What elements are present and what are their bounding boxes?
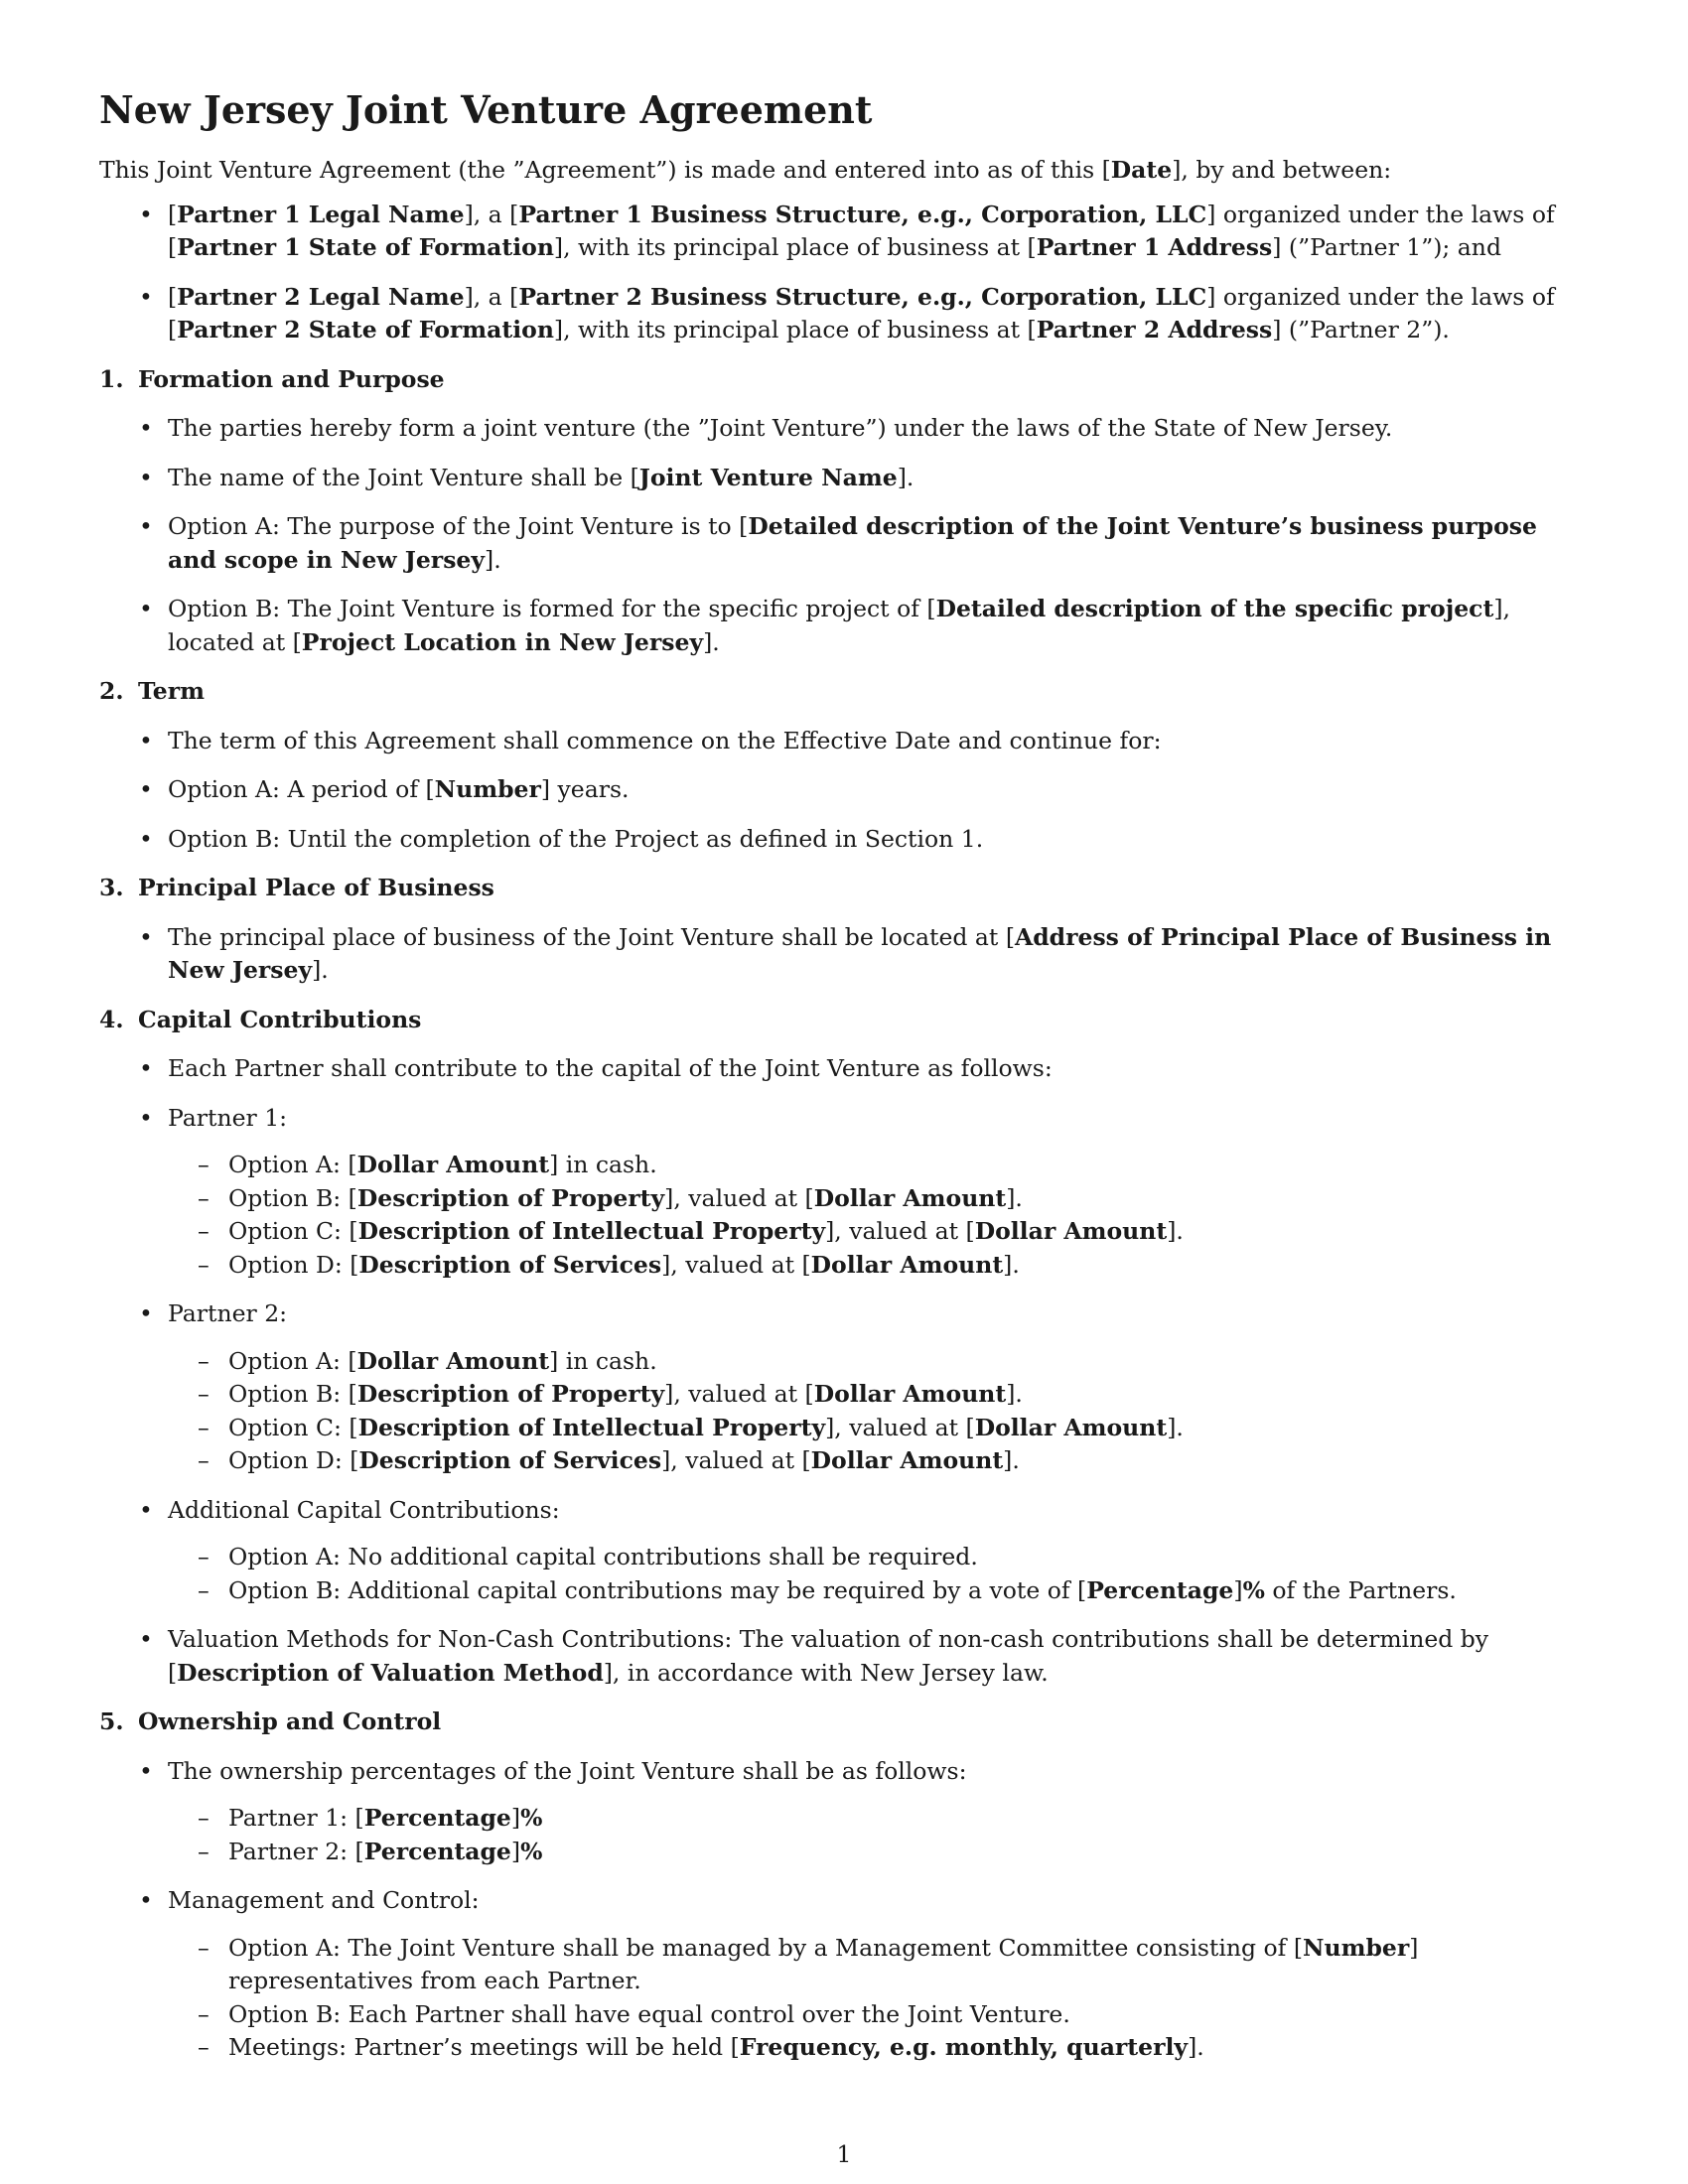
section-number: 1. <box>99 364 124 393</box>
section-items <box>99 412 1591 659</box>
section-number: 5. <box>99 1707 124 1736</box>
sub-item <box>168 1215 1591 1249</box>
list-item <box>99 593 1591 659</box>
text: ] <box>1233 1575 1243 1604</box>
text: ] years. <box>540 775 630 804</box>
sub-item <box>168 1444 1591 1478</box>
text: ] in cash. <box>549 1346 657 1375</box>
text: ]. <box>1188 2033 1204 2062</box>
placeholder: Description of Property <box>356 1380 665 1409</box>
list-item <box>99 510 1591 577</box>
list-item <box>99 921 1591 988</box>
intro-paragraph <box>99 153 1591 187</box>
section-ownership <box>99 1706 1591 2065</box>
placeholder: Number <box>1303 1933 1410 1962</box>
section-title: Ownership and Control <box>138 1707 442 1736</box>
placeholder: Dollar Amount <box>813 1183 1007 1212</box>
text: ], a [ <box>464 282 519 311</box>
text: Option A: [ <box>228 1151 357 1179</box>
section-number: 4. <box>99 1005 124 1033</box>
partner-2-label: Partner 2: <box>168 1299 288 1328</box>
text: Option B: [ <box>228 1380 357 1409</box>
list-item <box>99 462 1591 495</box>
placeholder: Partner 2 Business Structure, e.g., Corporation, LLC <box>518 282 1207 311</box>
percent-sign: % <box>520 1804 543 1833</box>
text: ]. <box>312 956 329 985</box>
placeholder: Description of Valuation Method <box>177 1658 604 1687</box>
sub-item: – Option B: Each Partner shall have equal control over the Joint Venture. <box>168 1998 1591 2032</box>
intro-text-end: ], by and between: <box>1172 155 1392 184</box>
sub-item <box>168 1574 1591 1608</box>
text: ] (”Partner 2”). <box>1272 316 1450 344</box>
placeholder: Detailed description of the Joint Venture’s business purpose and scope in New Jersey <box>168 512 1537 574</box>
placeholder: Description of Intellectual Property <box>357 1413 826 1441</box>
sub-list <box>168 1802 1591 1868</box>
text: ], a [ <box>464 200 519 228</box>
text: ] in cash. <box>549 1151 657 1179</box>
text: Option A: The Joint Venture shall be managed by a Management Committee consisting of [ <box>228 1933 1304 1962</box>
section-title: Formation and Purpose <box>138 364 445 393</box>
placeholder: Partner 1 Legal Name <box>177 200 465 228</box>
sub-item <box>168 1802 1591 1836</box>
list-item <box>99 1297 1591 1478</box>
sub-item <box>168 1149 1591 1182</box>
section-heading <box>99 363 1591 397</box>
text: ]. <box>1006 1183 1023 1212</box>
text: ] organized under the laws of [ <box>168 282 1555 344</box>
placeholder: Dollar Amount <box>356 1346 550 1375</box>
document-page <box>99 87 1591 2081</box>
list-item: • The parties hereby form a joint venture (the ”Joint Venture”) under the laws of the State of New Jersey. <box>99 412 1591 446</box>
text: ], valued at [ <box>825 1413 975 1441</box>
section-term <box>99 675 1591 856</box>
text: of the Partners. <box>1264 1575 1457 1604</box>
text: Meetings: Partner’s meetings will be held [ <box>228 2033 740 2062</box>
placeholder: Dollar Amount <box>810 1446 1004 1475</box>
text: Option C: [ <box>228 1413 358 1441</box>
placeholder: Percentage <box>363 1837 511 1865</box>
section-heading <box>99 872 1591 905</box>
placeholder: Description of Services <box>358 1250 662 1279</box>
text: ]. <box>1167 1413 1184 1441</box>
text: Option B: Additional capital contributions may be required by a vote of [ <box>228 1575 1087 1604</box>
sub-list <box>168 1541 1591 1607</box>
section-number: 3. <box>99 874 124 902</box>
date-placeholder: Date <box>1110 155 1173 184</box>
text: ], valued at [ <box>661 1446 811 1475</box>
placeholder: Description of Intellectual Property <box>357 1217 826 1246</box>
text: The name of the Joint Venture shall be [ <box>168 463 639 491</box>
text: ]. <box>1167 1217 1184 1246</box>
party-2 <box>99 281 1591 347</box>
list-item <box>99 1755 1591 1869</box>
text: ] <box>510 1804 521 1833</box>
section-heading <box>99 1706 1591 1739</box>
placeholder: Dollar Amount <box>356 1151 550 1179</box>
list-item <box>99 1102 1591 1283</box>
section-number: 2. <box>99 677 124 706</box>
section-title: Term <box>138 677 205 706</box>
sub-item <box>168 1932 1591 1998</box>
text: [ <box>168 282 178 311</box>
list-item <box>99 1494 1591 1608</box>
text: ]. <box>1003 1250 1020 1279</box>
sub-item <box>168 1412 1591 1445</box>
text: Option D: [ <box>228 1446 359 1475</box>
placeholder: Detailed description of the specific project <box>935 595 1494 623</box>
section-items <box>99 921 1591 988</box>
text: Option B: [ <box>228 1183 357 1212</box>
text: Option C: [ <box>228 1217 358 1246</box>
placeholder: Joint Venture Name <box>638 463 898 491</box>
placeholder: Partner 1 Business Structure, e.g., Corporation, LLC <box>518 200 1207 228</box>
placeholder: Partner 2 Legal Name <box>177 282 465 311</box>
section-capital <box>99 1004 1591 1691</box>
placeholder: Dollar Amount <box>974 1413 1168 1441</box>
text: Option D: [ <box>228 1250 359 1279</box>
management-label: Management and Control: <box>168 1886 480 1915</box>
sub-item <box>168 2031 1591 2065</box>
text: ], valued at [ <box>664 1183 814 1212</box>
text: ] organized under the laws of [ <box>168 200 1555 262</box>
list-item: • Option B: Until the completion of the Project as defined in Section 1. <box>99 823 1591 857</box>
placeholder: Partner 2 Address <box>1036 316 1273 344</box>
text: ]. <box>1003 1446 1020 1475</box>
text: ] (”Partner 1”); and <box>1272 233 1501 262</box>
placeholder: Dollar Amount <box>974 1217 1168 1246</box>
percent-sign: % <box>1242 1575 1265 1604</box>
placeholder: Percentage <box>1086 1575 1234 1604</box>
placeholder: Partner 1 Address <box>1036 233 1273 262</box>
text: Valuation Methods for Non-Cash Contributions: The valuation of non-cash contributions shall be determined by [ <box>168 1625 1489 1687</box>
sub-list <box>168 1149 1591 1282</box>
partner-1-label: Partner 1: <box>168 1103 288 1132</box>
section-items <box>99 1052 1591 1690</box>
section-principal-place <box>99 872 1591 988</box>
intro-text: This Joint Venture Agreement (the ”Agreement”) is made and entered into as of this [ <box>99 155 1111 184</box>
section-heading <box>99 1004 1591 1037</box>
text: ], in accordance with New Jersey law. <box>603 1658 1049 1687</box>
list-item <box>99 1623 1591 1690</box>
text: ]. <box>1006 1380 1023 1409</box>
text: ], valued at [ <box>825 1217 975 1246</box>
text: ] representatives from each Partner. <box>228 1933 1419 1995</box>
sub-item <box>168 1836 1591 1869</box>
sub-list <box>168 1345 1591 1478</box>
placeholder: Description of Property <box>356 1183 665 1212</box>
text: Partner 2: [ <box>228 1837 364 1865</box>
placeholder: Frequency, e.g. monthly, quarterly <box>739 2033 1189 2062</box>
sub-item <box>168 1345 1591 1379</box>
text: Partner 1: [ <box>228 1804 364 1833</box>
party-1 <box>99 199 1591 265</box>
text: ], with its principal place of business at [ <box>553 233 1037 262</box>
list-item <box>99 1884 1591 2065</box>
page-number: 1 <box>836 2140 852 2168</box>
placeholder: Number <box>434 775 541 804</box>
text: ], with its principal place of business at [ <box>553 316 1037 344</box>
section-heading <box>99 675 1591 709</box>
sub-item: – Option A: No additional capital contributions shall be required. <box>168 1541 1591 1574</box>
text: ], valued at [ <box>664 1380 814 1409</box>
placeholder: Dollar Amount <box>813 1380 1007 1409</box>
placeholder: Partner 1 State of Formation <box>177 233 554 262</box>
text: Option A: The purpose of the Joint Venture is to [ <box>168 512 749 541</box>
list-item <box>99 773 1591 807</box>
text: Option B: The Joint Venture is formed for the specific project of [ <box>168 595 936 623</box>
text: ]. <box>897 463 914 491</box>
text: [ <box>168 200 178 228</box>
parties-list <box>99 199 1591 347</box>
additional-label: Additional Capital Contributions: <box>168 1495 560 1524</box>
placeholder: Project Location in New Jersey <box>301 627 704 656</box>
sub-list <box>168 1932 1591 2065</box>
text: The ownership percentages of the Joint Venture shall be as follows: <box>168 1756 967 1785</box>
sub-item <box>168 1182 1591 1216</box>
section-title: Capital Contributions <box>138 1005 422 1033</box>
sub-item <box>168 1249 1591 1283</box>
section-items <box>99 725 1591 857</box>
text: The principal place of business of the Joint Venture shall be located at [ <box>168 922 1016 951</box>
text: ], located at [ <box>168 595 1510 656</box>
text: ]. <box>485 545 501 574</box>
sections-list <box>99 363 1591 2065</box>
document-title: New Jersey Joint Venture Agreement <box>99 87 873 132</box>
text: ], valued at [ <box>661 1250 811 1279</box>
placeholder: Percentage <box>363 1804 511 1833</box>
text: ] <box>510 1837 521 1865</box>
section-title: Principal Place of Business <box>138 874 494 902</box>
placeholder: Address of Principal Place of Business in New Jersey <box>168 922 1552 985</box>
placeholder: Partner 2 State of Formation <box>177 316 554 344</box>
text: Option A: A period of [ <box>168 775 435 804</box>
section-formation <box>99 363 1591 660</box>
text: Option A: [ <box>228 1346 357 1375</box>
list-item: • The term of this Agreement shall commence on the Effective Date and continue for: <box>99 725 1591 758</box>
section-items <box>99 1755 1591 2065</box>
placeholder: Description of Services <box>358 1446 662 1475</box>
percent-sign: % <box>520 1837 543 1865</box>
placeholder: Dollar Amount <box>810 1250 1004 1279</box>
text: ]. <box>703 627 720 656</box>
sub-item <box>168 1378 1591 1412</box>
list-item: • Each Partner shall contribute to the capital of the Joint Venture as follows: <box>99 1052 1591 1086</box>
